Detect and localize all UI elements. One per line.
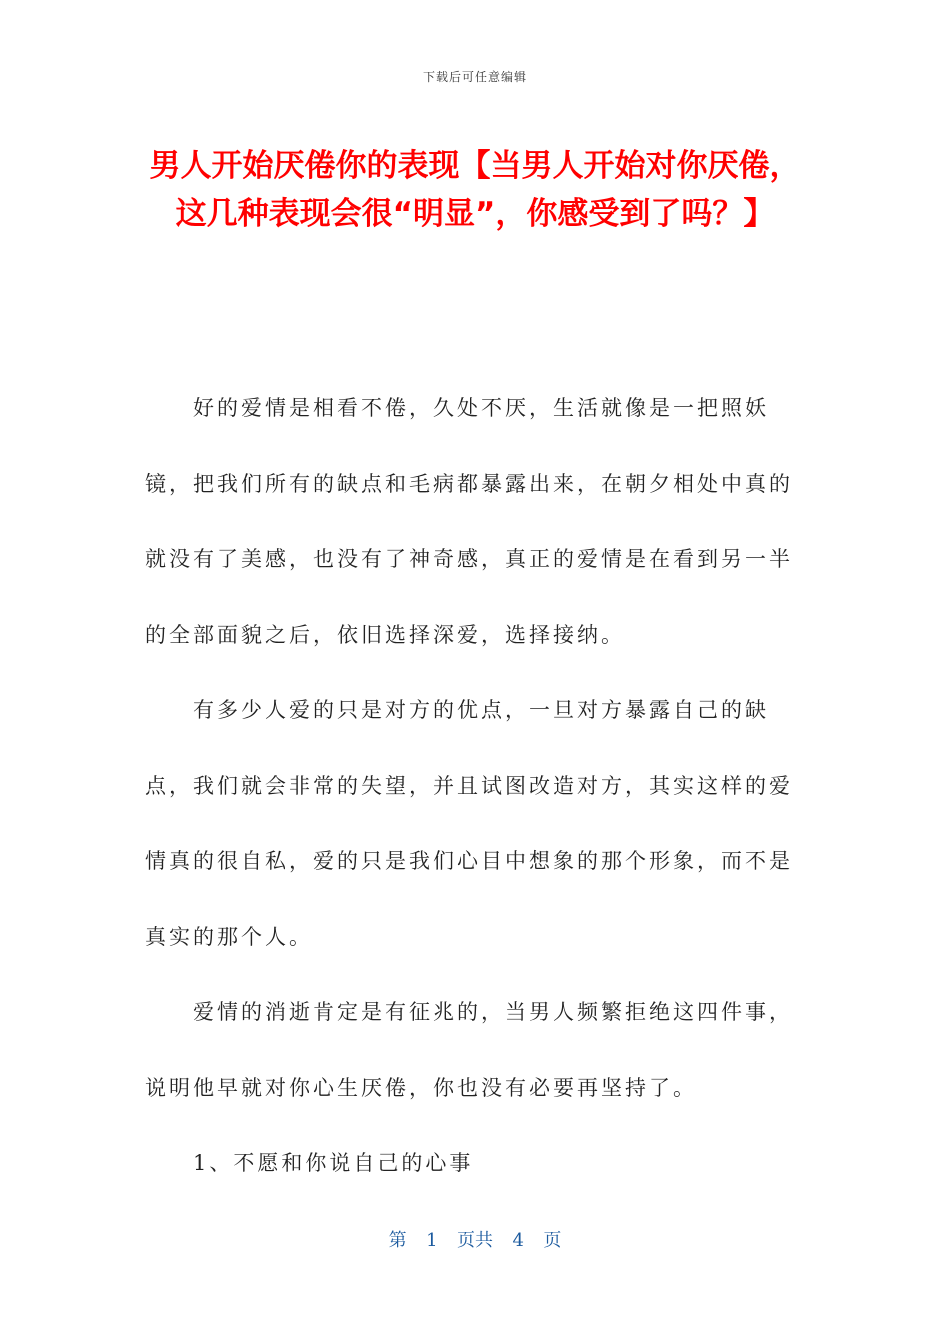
paragraph: 爱情的消逝肯定是有征兆的，当男人频繁拒绝这四件事，说明他早就对你心生厌倦，你也没有必要再坚持了。	[145, 1000, 793, 1100]
page-number: 第 1 页共 4 页	[388, 1230, 562, 1251]
paragraph: 1、不愿和你说自己的心事	[193, 1151, 474, 1175]
header-note: 下载后可任意编辑	[422, 70, 527, 84]
document-title: 男人开始厌倦你的表现【当男人开始对你厌倦，这几种表现会很“明显”，你感受到了吗？】	[149, 148, 801, 232]
document-body	[145, 371, 809, 1202]
paragraph: 有多少人爱的只是对方的优点，一旦对方暴露自己的缺点，我们就会非常的失望，并且试图改造对方，其实这样的爱情真的很自私，爱的只是我们心目中想象的那个形象，而不是真实的那个人。	[145, 698, 793, 949]
paragraph: 好的爱情是相看不倦，久处不厌，生活就像是一把照妖镜，把我们所有的缺点和毛病都暴露出来，在朝夕相处中真的就没有了美感，也没有了神奇感，真正的爱情是在看到另一半的全部面貌之后，依旧选择深爱，选择接纳。	[145, 396, 793, 647]
